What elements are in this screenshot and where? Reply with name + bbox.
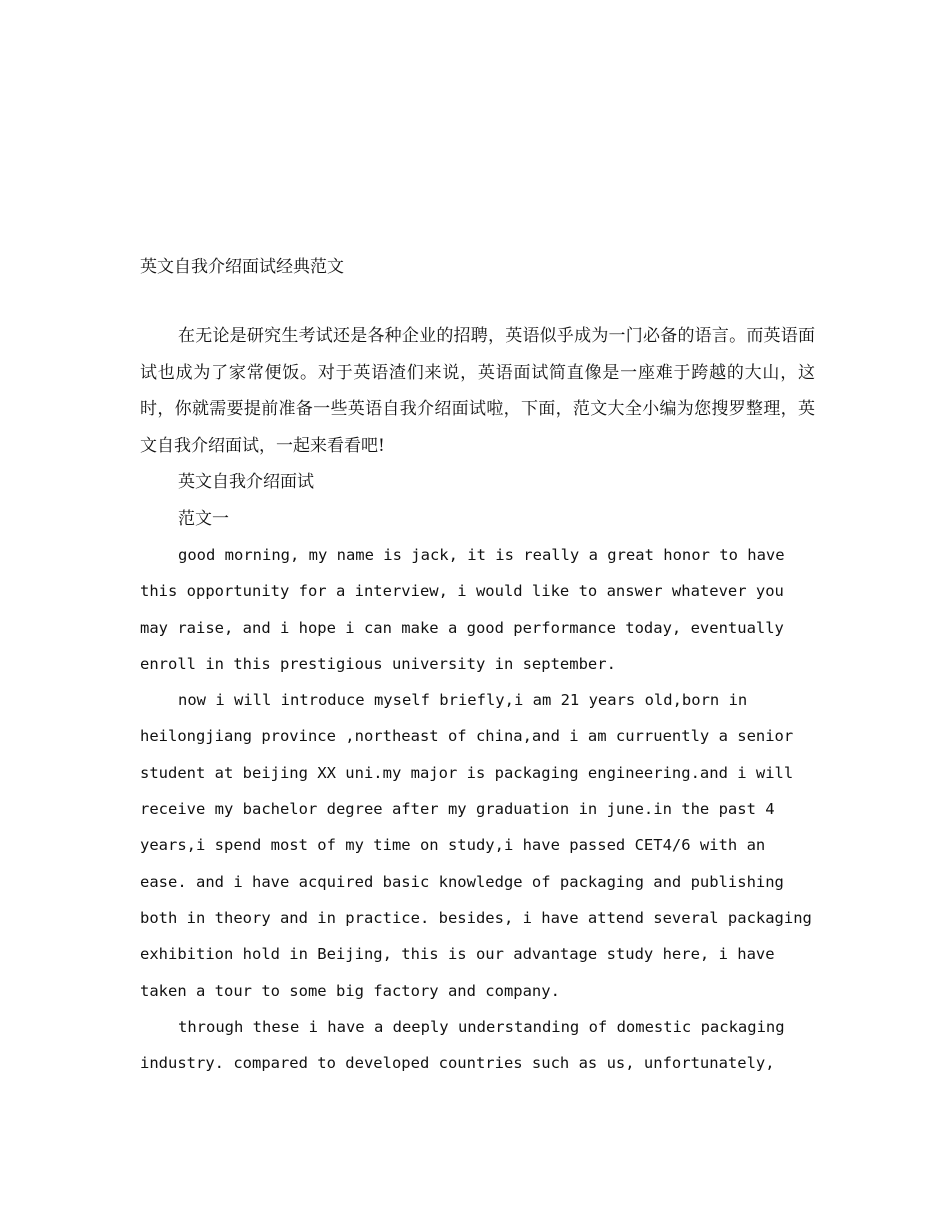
text-line: taken a tour to some big factory and company.: [140, 981, 560, 1000]
text-line: both in theory and in practice. besides, i have attend several packaging: [140, 908, 812, 927]
paragraph-greeting: [140, 537, 815, 682]
sample-heading: 范文一: [178, 508, 229, 529]
document-title: 英文自我介绍面试经典范文: [140, 257, 344, 277]
text-line: good morning, my name is jack, it is really a great honor to have: [178, 546, 785, 564]
text-line: this opportunity for a interview, i would like to answer whatever you: [140, 582, 784, 601]
text-line: enroll in this prestigious university in september.: [140, 654, 616, 673]
text-line: exhibition hold in Beijing, this is our advantage study here, i have: [140, 945, 775, 964]
text-line: may raise, and i hope i can make a good performance today, eventually: [140, 618, 784, 637]
document-body: [140, 252, 815, 1081]
text-line: years,i spend most of my time on study,i have passed CET4/6 with an: [140, 836, 766, 855]
section-heading: 英文自我介绍面试: [178, 472, 314, 492]
intro-paragraph: 在无论是研究生考试还是各种企业的招聘，英语似乎成为一门必备的语言。而英语面试也成为了家常便饭。对于英语渣们来说，英语面试简直像是一座难于跨越的大山，这时，你就需要提前准备一些英语自我介绍面试啦，下面，范文大全小编为您搜罗整理，英文自我介绍面试，一起来看看吧!: [140, 326, 815, 456]
text-line: through these i have a deeply understanding of domestic packaging: [178, 1017, 785, 1036]
paragraph-introduction: [140, 682, 815, 1009]
text-line: now i will introduce myself briefly,i am 21 years old,born in: [178, 691, 748, 710]
paragraph-industry: [140, 1009, 815, 1082]
text-line: heilongjiang province ,northeast of china,and i am curruently a senior: [140, 727, 794, 746]
text-line: ease. and i have acquired basic knowledge of packaging and publishing: [140, 872, 784, 891]
text-line: receive my bachelor degree after my graduation in june.in the past 4: [140, 800, 775, 819]
text-line: student at beijing XX uni.my major is packaging engineering.and i will: [140, 763, 794, 782]
text-line: industry. compared to developed countries such as us, unfortunately,: [140, 1054, 775, 1073]
